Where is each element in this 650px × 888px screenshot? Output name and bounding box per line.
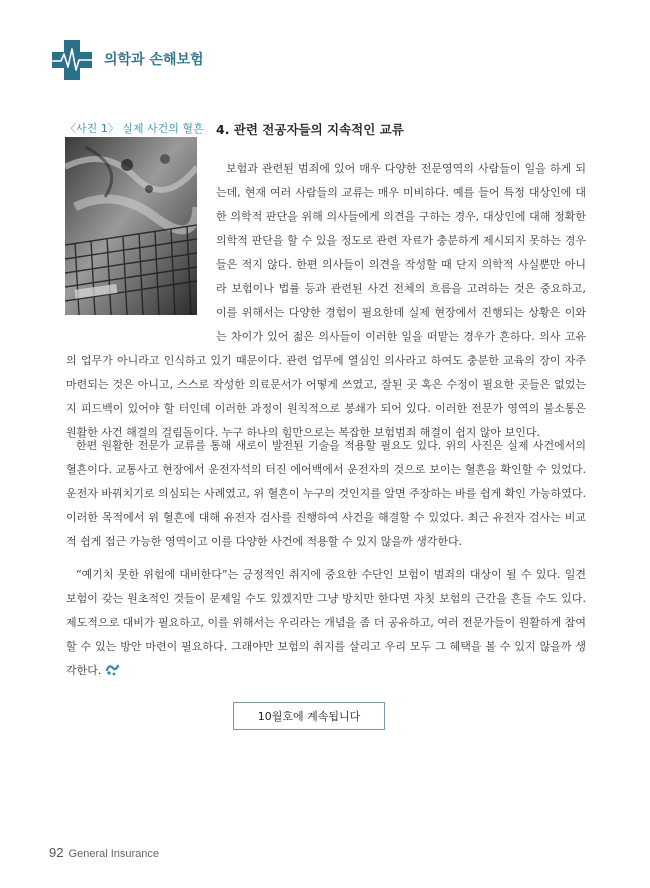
photo-float-spacer <box>66 157 216 341</box>
section-title: 의학과 손해보험 <box>104 52 204 68</box>
page-number: 92 <box>49 845 64 860</box>
photo-caption: 〈사진 1〉 실제 사건의 혈흔 <box>65 122 204 135</box>
article-heading: 4. 관련 전공자들의 지속적인 교류 <box>216 122 404 137</box>
publication-name: General Insurance <box>68 848 160 860</box>
paragraph-1-text: 보험과 관련된 범죄에 있어 매우 다양한 전문영역의 사람들이 일을 하게 되는데, 현재 여러 사람들의 교류는 매우 미비하다. 예를 들어 특정 대상인에 대한 의학적 판단을 위해 의사들에게 의견을 구하는 경우, 대상인에 대해 정확한 의학적 판단을 할 수 있을 정도로 관련 자료가 충분하게 제시되지 못하는 경우들은 적지 않다. 한편 의사들이 의견을 작성할 때 단지 의학적 사실뿐만 아니라 보험이나 법률 등과 관련된 사건 전체의 흐름을 고려하는 것은 중요하고, 이를 위해서는 다양한 경험이 필요한데 실제 현장에서 진행되는 상황은 이와는 차이가 있어 젊은 의사들이 이러한 일을 떠맡는 경우가 흔하다. 의사 고유의 업무가 아니라고 인식하고 있기 때문이다. 관련 업무에 열심인 의사라고 하여도 충분한 교육의 장이 자주 마련되는 것은 아니고, 스스로 작성한 의료문서가 어떻게 쓰였고, 잘된 곳 혹은 수정이 필요한 곳들은 없었는지 피드백이 있어야 할 터인데 이러한 과정이 원칙적으로 봉쇄가 되어 있다. 이러한 전문가 영역의 불소통은 원활한 사건 해결의 걸림돌이다. 누구 하나의 힘만으로는 복잡한 보험범죄 해결이 쉽지 않아 보인다. <box>66 162 586 439</box>
continue-notice <box>233 702 385 730</box>
continue-notice-text: 10월호에 계속됩니다 <box>257 710 361 723</box>
page-footer <box>49 845 159 860</box>
paragraph-3-text: “예기치 못한 위험에 대비한다”는 긍정적인 취지에 중요한 수단인 보험이 범죄의 대상이 될 수 있다. 일견 보험이 갖는 원초적인 것들이 문제일 수도 있겠지만 그냥 방치만 한다면 자칫 보험의 근간을 흔들 수도 있다. 제도적으로 대비가 필요하고, 이를 위해서는 우리라는 개념을 좀 더 공유하고, 여러 전문가들이 원활하게 참여할 수 있는 방안 마련이 필요하다. 그래야만 보험의 취지를 살리고 우리 모두 그 혜택을 볼 수 있지 않을까 생각한다. <box>66 568 586 677</box>
article-paragraph-1 <box>66 157 586 445</box>
medical-cross-icon <box>49 40 95 80</box>
article-paragraph-3 <box>66 563 586 683</box>
article-paragraph-2: 한편 원활한 전문가 교류를 통해 새로이 발전된 기술을 적용할 필요도 있다. 위의 사진은 실제 사건에서의 혈흔이다. 교통사고 현장에서 운전자석의 터진 에어백에서 운전자의 것으로 보이는 혈흔을 확인할 수 있었다. 운전자 바꿔치기로 의심되는 사례였고, 위 혈흔이 누구의 것인지를 알면 주장하는 바를 쉽게 확인 가능하였다. 이러한 목적에서 위 혈흔에 대해 유전자 검사를 진행하여 사건을 해결할 수 있었다. 최근 유전자 검사는 비교적 쉽게 접근 가능한 영역이고 이를 다양한 사건에 적용할 수 있지 않을까 생각한다. <box>66 439 586 548</box>
end-mark-icon <box>105 662 121 676</box>
